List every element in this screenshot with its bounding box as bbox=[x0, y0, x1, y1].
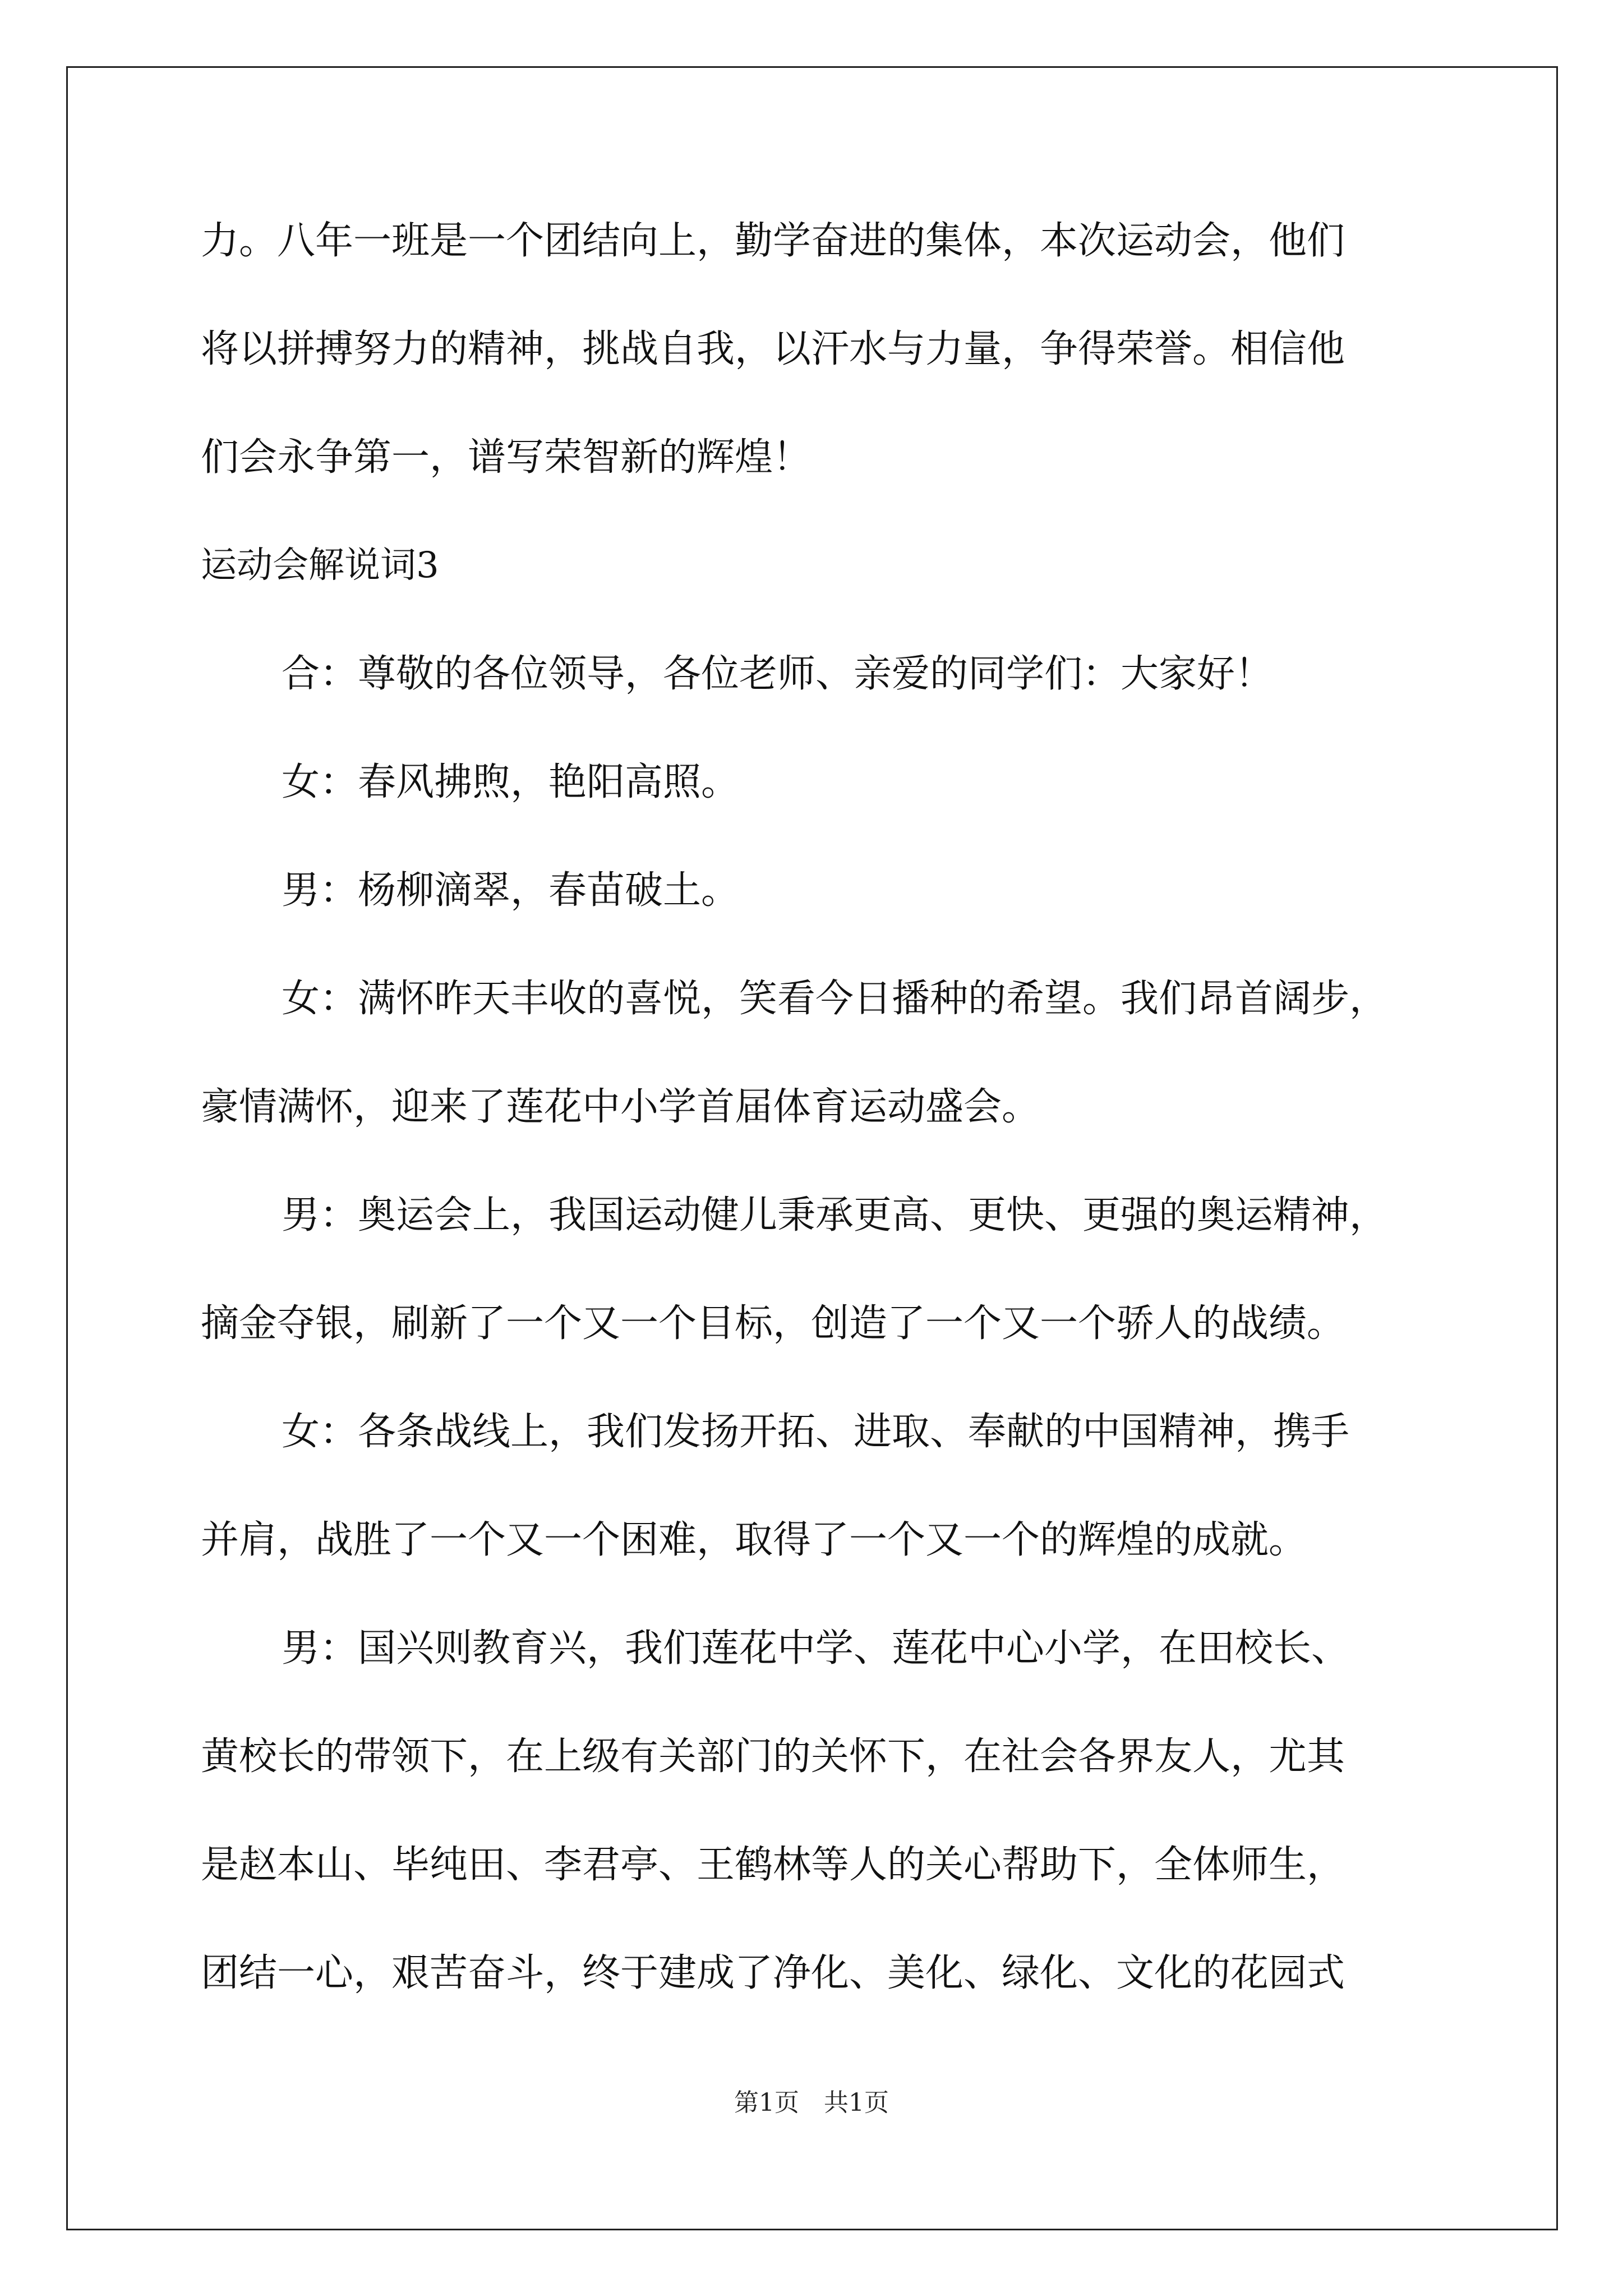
paragraph-line: 女：满怀昨天丰收的喜悦，笑看今日播种的希望。我们昂首阔步， bbox=[282, 977, 1388, 1021]
paragraph-line: 男：杨柳滴翠，春苗破土。 bbox=[282, 868, 740, 913]
paragraph-line: 力。八年一班是一个团结向上，勤学奋进的集体，本次运动会，他们 bbox=[201, 219, 1345, 263]
paragraph-line: 是赵本山、毕纯田、李君亭、王鹤林等人的关心帮助下，全体师生， bbox=[201, 1843, 1345, 1887]
page-number-footer: 第1页 共1页 bbox=[734, 2088, 889, 2117]
section-heading: 运动会解说词3 bbox=[201, 545, 439, 586]
paragraph-line: 们会永争第一，谱写荣智新的辉煌！ bbox=[201, 435, 811, 480]
paragraph-line: 黄校长的带领下，在上级有关部门的关怀下，在社会各界友人，尤其 bbox=[201, 1734, 1345, 1779]
document-body bbox=[201, 218, 1435, 1996]
paragraph-line: 并肩，战胜了一个又一个困难，取得了一个又一个的辉煌的成就。 bbox=[201, 1518, 1307, 1562]
paragraph-line: 豪情满怀，迎来了莲花中小学首届体育运动盛会。 bbox=[201, 1085, 1040, 1129]
paragraph-line: 合：尊敬的各位领导，各位老师、亲爱的同学们：大家好！ bbox=[282, 652, 1274, 696]
paragraph-line: 女：各条战线上，我们发扬开拓、进取、奉献的中国精神，携手 bbox=[282, 1410, 1350, 1454]
paragraph-line: 女：春风拂煦，艳阳高照。 bbox=[282, 760, 740, 804]
paragraph-line: 团结一心，艰苦奋斗，终于建成了净化、美化、绿化、文化的花园式 bbox=[201, 1951, 1345, 1995]
paragraph-line: 将以拼搏努力的精神，挑战自我，以汗水与力量，争得荣誉。相信他 bbox=[201, 327, 1345, 371]
paragraph-line: 摘金夺银，刷新了一个又一个目标，创造了一个又一个骄人的战绩。 bbox=[201, 1301, 1345, 1346]
paragraph-line: 男：国兴则教育兴，我们莲花中学、莲花中心小学，在田校长、 bbox=[282, 1626, 1350, 1671]
paragraph-line: 男：奥运会上，我国运动健儿秉承更高、更快、更强的奥运精神， bbox=[282, 1193, 1388, 1237]
